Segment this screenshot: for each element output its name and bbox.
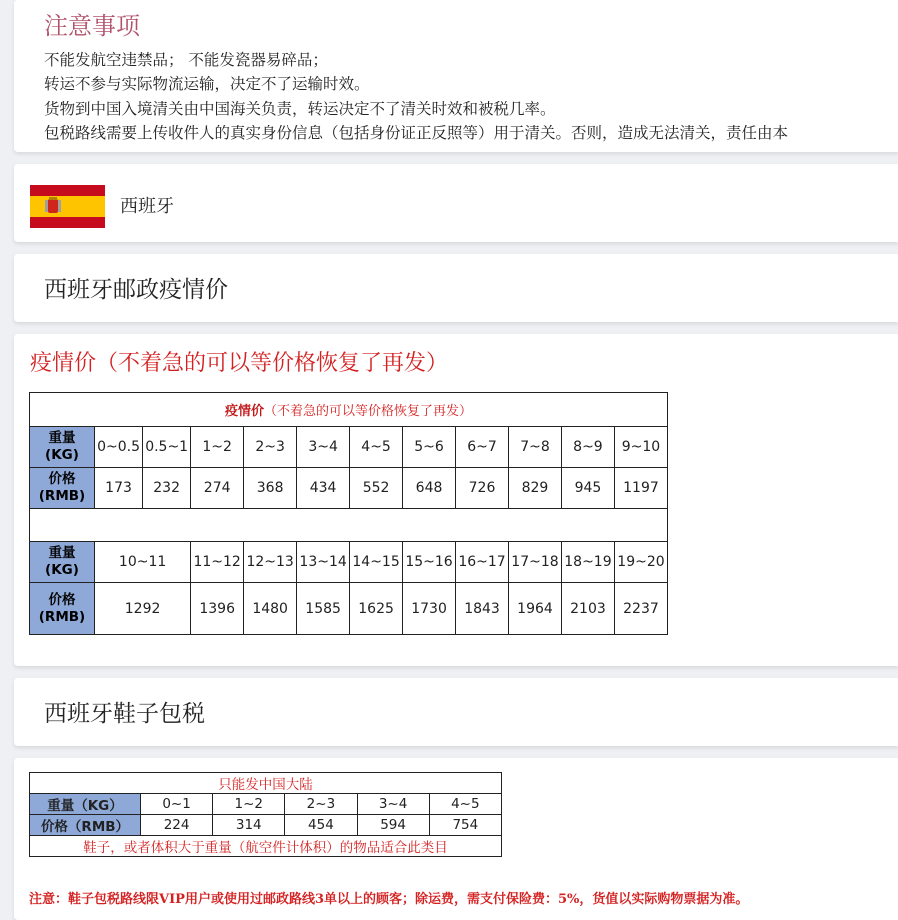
notice-line-1: 不能发航空违禁品； 不能发瓷器易碎品； (44, 51, 328, 69)
notice-line-2: 转运不参与实际物流运输，决定不了运输时效。 (44, 75, 370, 93)
weight-range-cell: 19~20 (614, 542, 667, 583)
spacer-cell (30, 509, 668, 542)
price-label-cell (30, 583, 95, 635)
shoes-row-weights (30, 794, 502, 815)
table-row-prices-1 (30, 468, 668, 509)
table-row-weights-1 (30, 427, 668, 468)
price-cell: 1843 (456, 583, 509, 635)
price-cell: 232 (143, 468, 191, 509)
price-cell: 434 (297, 468, 350, 509)
spain-flag-icon (30, 185, 105, 228)
price-cell: 1197 (614, 468, 667, 509)
weight-range-cell: 8~9 (561, 427, 614, 468)
price-cell: 1585 (297, 583, 350, 635)
shoes-price-cell: 314 (213, 815, 285, 836)
weight-range-cell: 17~18 (509, 542, 562, 583)
weight-range-cell: 2~3 (244, 427, 297, 468)
price-cell: 274 (191, 468, 244, 509)
price-cell: 829 (509, 468, 562, 509)
weight-range-cell: 11~12 (191, 542, 244, 583)
weight-range-cell: 1~2 (191, 427, 244, 468)
notice-line-4: 包税路线需要上传收件人的真实身份信息（包括身份证正反照等）用于清关。否则，造成无法清关，责任由本 (44, 124, 789, 142)
shoes-weight-cell: 3~4 (357, 794, 429, 815)
shoes-price-table (29, 772, 502, 857)
shoes-weight-cell: 0~1 (141, 794, 213, 815)
weight-range-cell: 0.5~1 (143, 427, 191, 468)
shoes-weight-cell: 4~5 (429, 794, 501, 815)
price-cell: 1292 (95, 583, 191, 635)
weight-range-cell: 15~16 (403, 542, 456, 583)
price-cell: 2237 (614, 583, 667, 635)
weight-range-cell: 14~15 (350, 542, 403, 583)
weight-range-cell: 3~4 (297, 427, 350, 468)
shoes-weight-cell: 1~2 (213, 794, 285, 815)
weight-label: 重量 (KG) (45, 545, 79, 578)
price-cell: 1396 (191, 583, 244, 635)
shoes-footer: 鞋子，或者体积大于重量（航空件计体积）的物品适合此类目 (30, 836, 502, 857)
shoes-row-prices (30, 815, 502, 836)
table-caption (30, 393, 668, 427)
weight-range-cell: 5~6 (403, 427, 456, 468)
shoes-note: 注意：鞋子包税路线限VIP用户或使用过邮政路线3单以上的顾客；除运费，需支付保险费：5%，货值以实际购物票据为准。 (29, 892, 749, 907)
price-cell: 552 (350, 468, 403, 509)
shoes-price-card (14, 758, 898, 920)
weight-label: 重量 (KG) (45, 430, 79, 463)
weight-range-cell: 7~8 (509, 427, 562, 468)
shoes-price-cell: 224 (141, 815, 213, 836)
price-cell: 1480 (244, 583, 297, 635)
epidemic-price-table (29, 392, 668, 635)
price-cell: 368 (244, 468, 297, 509)
shoes-price-cell: 754 (429, 815, 501, 836)
epidemic-price-card (14, 334, 898, 666)
weight-range-cell: 16~17 (456, 542, 509, 583)
country-card[interactable] (14, 164, 898, 242)
price-label: 价格 (RMB) (38, 591, 86, 625)
price-cell: 173 (95, 468, 143, 509)
price-cell: 1730 (403, 583, 456, 635)
weight-range-cell: 6~7 (456, 427, 509, 468)
section-title-shoes: 西班牙鞋子包税 (44, 701, 205, 727)
weight-range-cell: 18~19 (561, 542, 614, 583)
price-label: 价格 (RMB) (38, 471, 86, 504)
notice-title: 注意事项 (44, 12, 140, 40)
price-cell: 945 (561, 468, 614, 509)
weight-range-cell: 13~14 (297, 542, 350, 583)
country-name: 西班牙 (120, 196, 174, 217)
shoes-weight-label: 重量（KG） (30, 794, 141, 815)
notice-card (14, 0, 898, 152)
price-cell: 726 (456, 468, 509, 509)
weight-range-cell: 12~13 (244, 542, 297, 583)
weight-range-cell: 9~10 (614, 427, 667, 468)
caption-rest: （不着急的可以等价格恢复了再发） (264, 404, 473, 419)
price-label-cell (30, 468, 95, 509)
section-title-postal: 西班牙邮政疫情价 (44, 277, 228, 303)
weight-range-cell: 10~11 (95, 542, 191, 583)
section-epidemic-heading (14, 254, 898, 322)
table-row-spacer (30, 509, 668, 542)
epidemic-title: 疫情价（不着急的可以等价格恢复了再发） (30, 351, 449, 376)
shoes-caption: 只能发中国大陆 (30, 773, 502, 794)
weight-range-cell: 0~0.5 (95, 427, 143, 468)
table-row-weights-2 (30, 542, 668, 583)
caption-bold: 疫情价 (224, 404, 264, 419)
section-shoes-heading (14, 678, 898, 746)
shoes-price-cell: 454 (285, 815, 357, 836)
shoes-price-label: 价格（RMB） (30, 815, 141, 836)
price-cell: 1625 (350, 583, 403, 635)
shoes-weight-cell: 2~3 (285, 794, 357, 815)
table-row-prices-2 (30, 583, 668, 635)
shoes-price-cell: 594 (357, 815, 429, 836)
price-cell: 1964 (509, 583, 562, 635)
price-cell: 648 (403, 468, 456, 509)
notice-line-3: 货物到中国入境清关由中国海关负责，转运决定不了清关时效和被税几率。 (44, 100, 556, 118)
price-cell: 2103 (561, 583, 614, 635)
weight-label-cell (30, 542, 95, 583)
weight-label-cell (30, 427, 95, 468)
weight-range-cell: 4~5 (350, 427, 403, 468)
